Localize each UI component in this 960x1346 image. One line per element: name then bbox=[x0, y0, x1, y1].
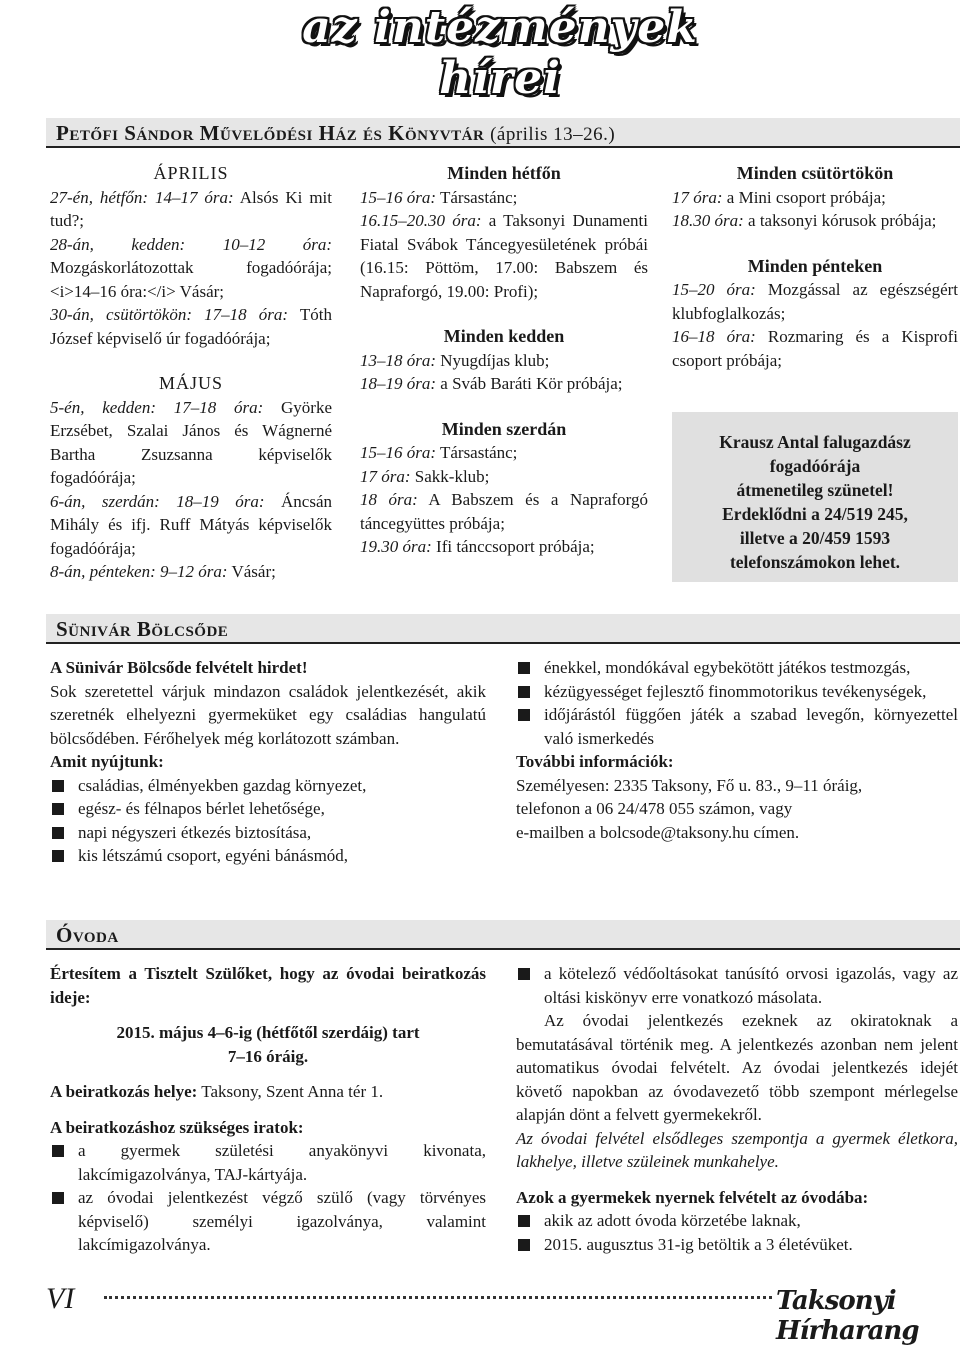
bolcsode-column-left bbox=[50, 656, 486, 868]
ovoda-paragraph-italic: Az óvodai felvétel elsődleges szempontja a gyermek életkora, lakhelye, illetve szüleinek munkahelye. bbox=[516, 1128, 958, 1171]
footer-brand: Taksonyi Hírharang bbox=[776, 1286, 919, 1346]
may-list bbox=[50, 396, 332, 584]
more-info-heading: További információk: bbox=[516, 752, 674, 771]
ovoda-column-left bbox=[50, 962, 486, 1257]
schedule-line: 19.30 óra: Ifi tánccsoport próbája; bbox=[360, 537, 595, 556]
bolcsode-title: Sünivár Bölcsőde bbox=[56, 617, 229, 641]
ovoda-paragraph: Az óvodai jelentkezés ezeknek az okiratoknak a bemutatásával történik meg. A jelentkezés azonban nem jelent automatikus óvodai felvételt. Az óvodai jelentkezés idejét követő napokban az óvodavezető több szempont mérlegelse alapján dönt a felvett gyermekekről. bbox=[516, 1011, 958, 1124]
friday-heading: Minden pénteken bbox=[747, 255, 883, 276]
page-number: VI bbox=[46, 1282, 75, 1315]
schedule-line: 13–18 óra: Nyugdíjas klub; bbox=[360, 350, 550, 370]
bullet-item: az óvodai jelentkezést végző szülő (vagy törvényes képviselő) személyi igazolványa, valamint lakcímigazolványa. bbox=[50, 1186, 486, 1257]
bullet-item: egész- és félnapos bérlet lehetősége, bbox=[50, 797, 486, 821]
ovoda-place: A beiratkozás helye: Taksony, Szent Anna tér 1. bbox=[50, 1082, 384, 1101]
ovoda-notice: Értesítem a Tisztelt Szülőket, hogy az óvodai beiratkozás ideje: bbox=[50, 964, 486, 1007]
bullet-item: a gyermek születési anyakönyvi kivonata, lakcímigazolványa, TAJ-kártyája. bbox=[50, 1139, 486, 1186]
friday-list bbox=[672, 278, 958, 372]
schedule-line: 15–20 óra: Mozgással az egészségért klubfoglalkozás; bbox=[672, 280, 958, 323]
april-list bbox=[50, 186, 332, 351]
thursday-list bbox=[672, 186, 958, 233]
schedule-line: 16–18 óra: Rozmaring és a Kisprofi csoport próbája; bbox=[672, 327, 958, 370]
bullet-item: napi négyszeri étkezés biztosítása, bbox=[50, 821, 486, 845]
docs-heading: A beiratkozáshoz szükséges iratok: bbox=[50, 1117, 304, 1137]
wednesday-list bbox=[360, 441, 648, 559]
box-line: átmenetileg szünetel! bbox=[736, 480, 894, 500]
bolcsode-intro-bold: A Sünivár Bölcsőde felvételt hirdet! bbox=[50, 658, 308, 677]
schedule-line: 5-én, kedden: 17–18 óra: Györke Erzsébet, Szalai János és Wágnerné Bartha Zsuzsanna képviselők fogadóórája; bbox=[50, 397, 333, 487]
petofi-column-2 bbox=[360, 162, 648, 559]
ovoda-column-right bbox=[516, 962, 958, 1256]
schedule-line: 15–16 óra: Társastánc; bbox=[360, 187, 518, 207]
petofi-column-3 bbox=[672, 162, 958, 372]
bullet-item: 2015. augusztus 31-ig betöltik a 3 életévüket. bbox=[516, 1233, 958, 1257]
admit-heading: Azok a gyermekek nyernek felvételt az óvodába: bbox=[516, 1187, 869, 1207]
schedule-line: 28-án, kedden: 10–12 óra: Mozgáskorlátozottak fogadóórája; <i>14–16 óra:</i> Vásár; bbox=[50, 234, 332, 301]
tuesday-list bbox=[360, 349, 648, 396]
bullet-item: énekkel, mondókával egybekötött játékos testmozgás, bbox=[516, 656, 958, 680]
monday-heading: Minden hétfőn bbox=[447, 163, 561, 183]
bolcsode-intro: Sok szeretettel várjuk mindazon családok jelentkezését, akik szeretnék elhelyezni gyermeküket egy családias hangulatú bölcsődében. Férőhelyek még korlátozott számban. bbox=[50, 681, 486, 748]
wednesday-heading: Minden szerdán bbox=[441, 418, 567, 439]
section-banner bbox=[300, 0, 700, 104]
schedule-line: 15–16 óra: Társastánc; bbox=[360, 443, 518, 462]
bullet-item: kézügyességet fejlesztő finommotorikus tevékenységek, bbox=[516, 680, 958, 704]
admit-list bbox=[516, 1209, 958, 1256]
petofi-column-1 bbox=[50, 162, 332, 584]
docs-list bbox=[50, 1139, 486, 1257]
banner-title: az intézmények hírei bbox=[302, 2, 698, 104]
ovoda-date-2: 7–16 óráig. bbox=[227, 1046, 309, 1066]
schedule-line: 30-án, csütörtökön: 17–18 óra: Tóth József képviselő úr fogadóórája; bbox=[50, 305, 332, 348]
box-line: telefonszámokon lehet. bbox=[729, 552, 901, 572]
bullet-item: időjárástól függően játék a szabad levegőn, környezettel való ismerkedés bbox=[516, 703, 958, 750]
schedule-line: 18 óra: A Babszem és a Napraforgó táncegyüttes próbája; bbox=[360, 490, 649, 533]
tuesday-heading: Minden kedden bbox=[443, 326, 565, 346]
bullet-item: kis létszámú csoport, egyéni bánásmód, bbox=[50, 844, 486, 868]
box-line: illetve a 20/459 1593 bbox=[739, 528, 891, 548]
may-heading: MÁJUS bbox=[158, 373, 224, 393]
ovoda-title: Óvoda bbox=[56, 923, 119, 947]
more-info-line: telefonon a 06 24/478 055 számon, vagy bbox=[516, 799, 793, 818]
docs-right-item: a kötelező védőoltásokat tanúsító orvosi igazolás, vagy az oltási kiskönyv erre vonatkozó másolata. bbox=[516, 962, 958, 1009]
april-heading: ÁPRILIS bbox=[153, 163, 229, 183]
offer-heading: Amit nyújtunk: bbox=[50, 752, 164, 771]
petofi-title: Petőfi Sándor Művelődési Ház és Könyvtár (április 13–26.) bbox=[56, 121, 616, 145]
thursday-heading: Minden csütörtökön bbox=[736, 163, 894, 183]
more-info-line: Személyesen: 2335 Taksony, Fő u. 83., 9–11 óráig, bbox=[516, 775, 863, 795]
schedule-line: 16.15–20.30 óra: a Taksonyi Dunamenti Fiatal Svábok Táncegyesületének próbái (16.15: Pöttöm, 17.00: Babszem és Napraforgó, 19.00: Profi); bbox=[360, 211, 649, 301]
offer-list-right bbox=[516, 656, 958, 750]
bullet-item: családias, élményekben gazdag környezet, bbox=[50, 774, 486, 798]
section-header-petofi bbox=[46, 118, 960, 148]
schedule-line: 6-án, szerdán: 18–19 óra: Áncsán Mihály és ifj. Ruff Mátyás képviselők fogadóórája; bbox=[50, 491, 332, 558]
section-header-ovoda bbox=[46, 920, 960, 950]
schedule-line: 8-án, pénteken: 9–12 óra: Vásár; bbox=[50, 562, 276, 581]
more-info-line: e-mailben a bolcsode@taksony.hu címen. bbox=[516, 822, 800, 842]
schedule-line: 18.30 óra: a taksonyi kórusok próbája; bbox=[672, 211, 937, 230]
box-line: fogadóórája bbox=[769, 456, 861, 476]
offer-list-left bbox=[50, 774, 486, 868]
footer-dotted-rule bbox=[104, 1296, 772, 1299]
krausz-notice-box bbox=[672, 412, 958, 582]
monday-list bbox=[360, 186, 648, 304]
schedule-line: 27-én, hétfőn: 14–17 óra: Alsós Ki mit tud?; bbox=[50, 187, 333, 230]
bolcsode-column-right bbox=[516, 656, 958, 844]
box-line: Erdeklődni a 24/519 245, bbox=[722, 504, 908, 524]
schedule-line: 17 óra: a Mini csoport próbája; bbox=[672, 187, 886, 207]
section-header-bolcsode bbox=[46, 614, 960, 644]
bullet-item: akik az adott óvoda körzetébe laknak, bbox=[516, 1209, 958, 1233]
schedule-line: 17 óra: Sakk-klub; bbox=[360, 466, 490, 486]
ovoda-date-1: 2015. május 4–6-ig (hétfőtől szerdáig) tart bbox=[116, 1023, 420, 1042]
box-line: Krausz Antal falugazdász bbox=[719, 432, 911, 452]
schedule-line: 18–19 óra: a Sváb Baráti Kör próbája; bbox=[360, 374, 623, 393]
